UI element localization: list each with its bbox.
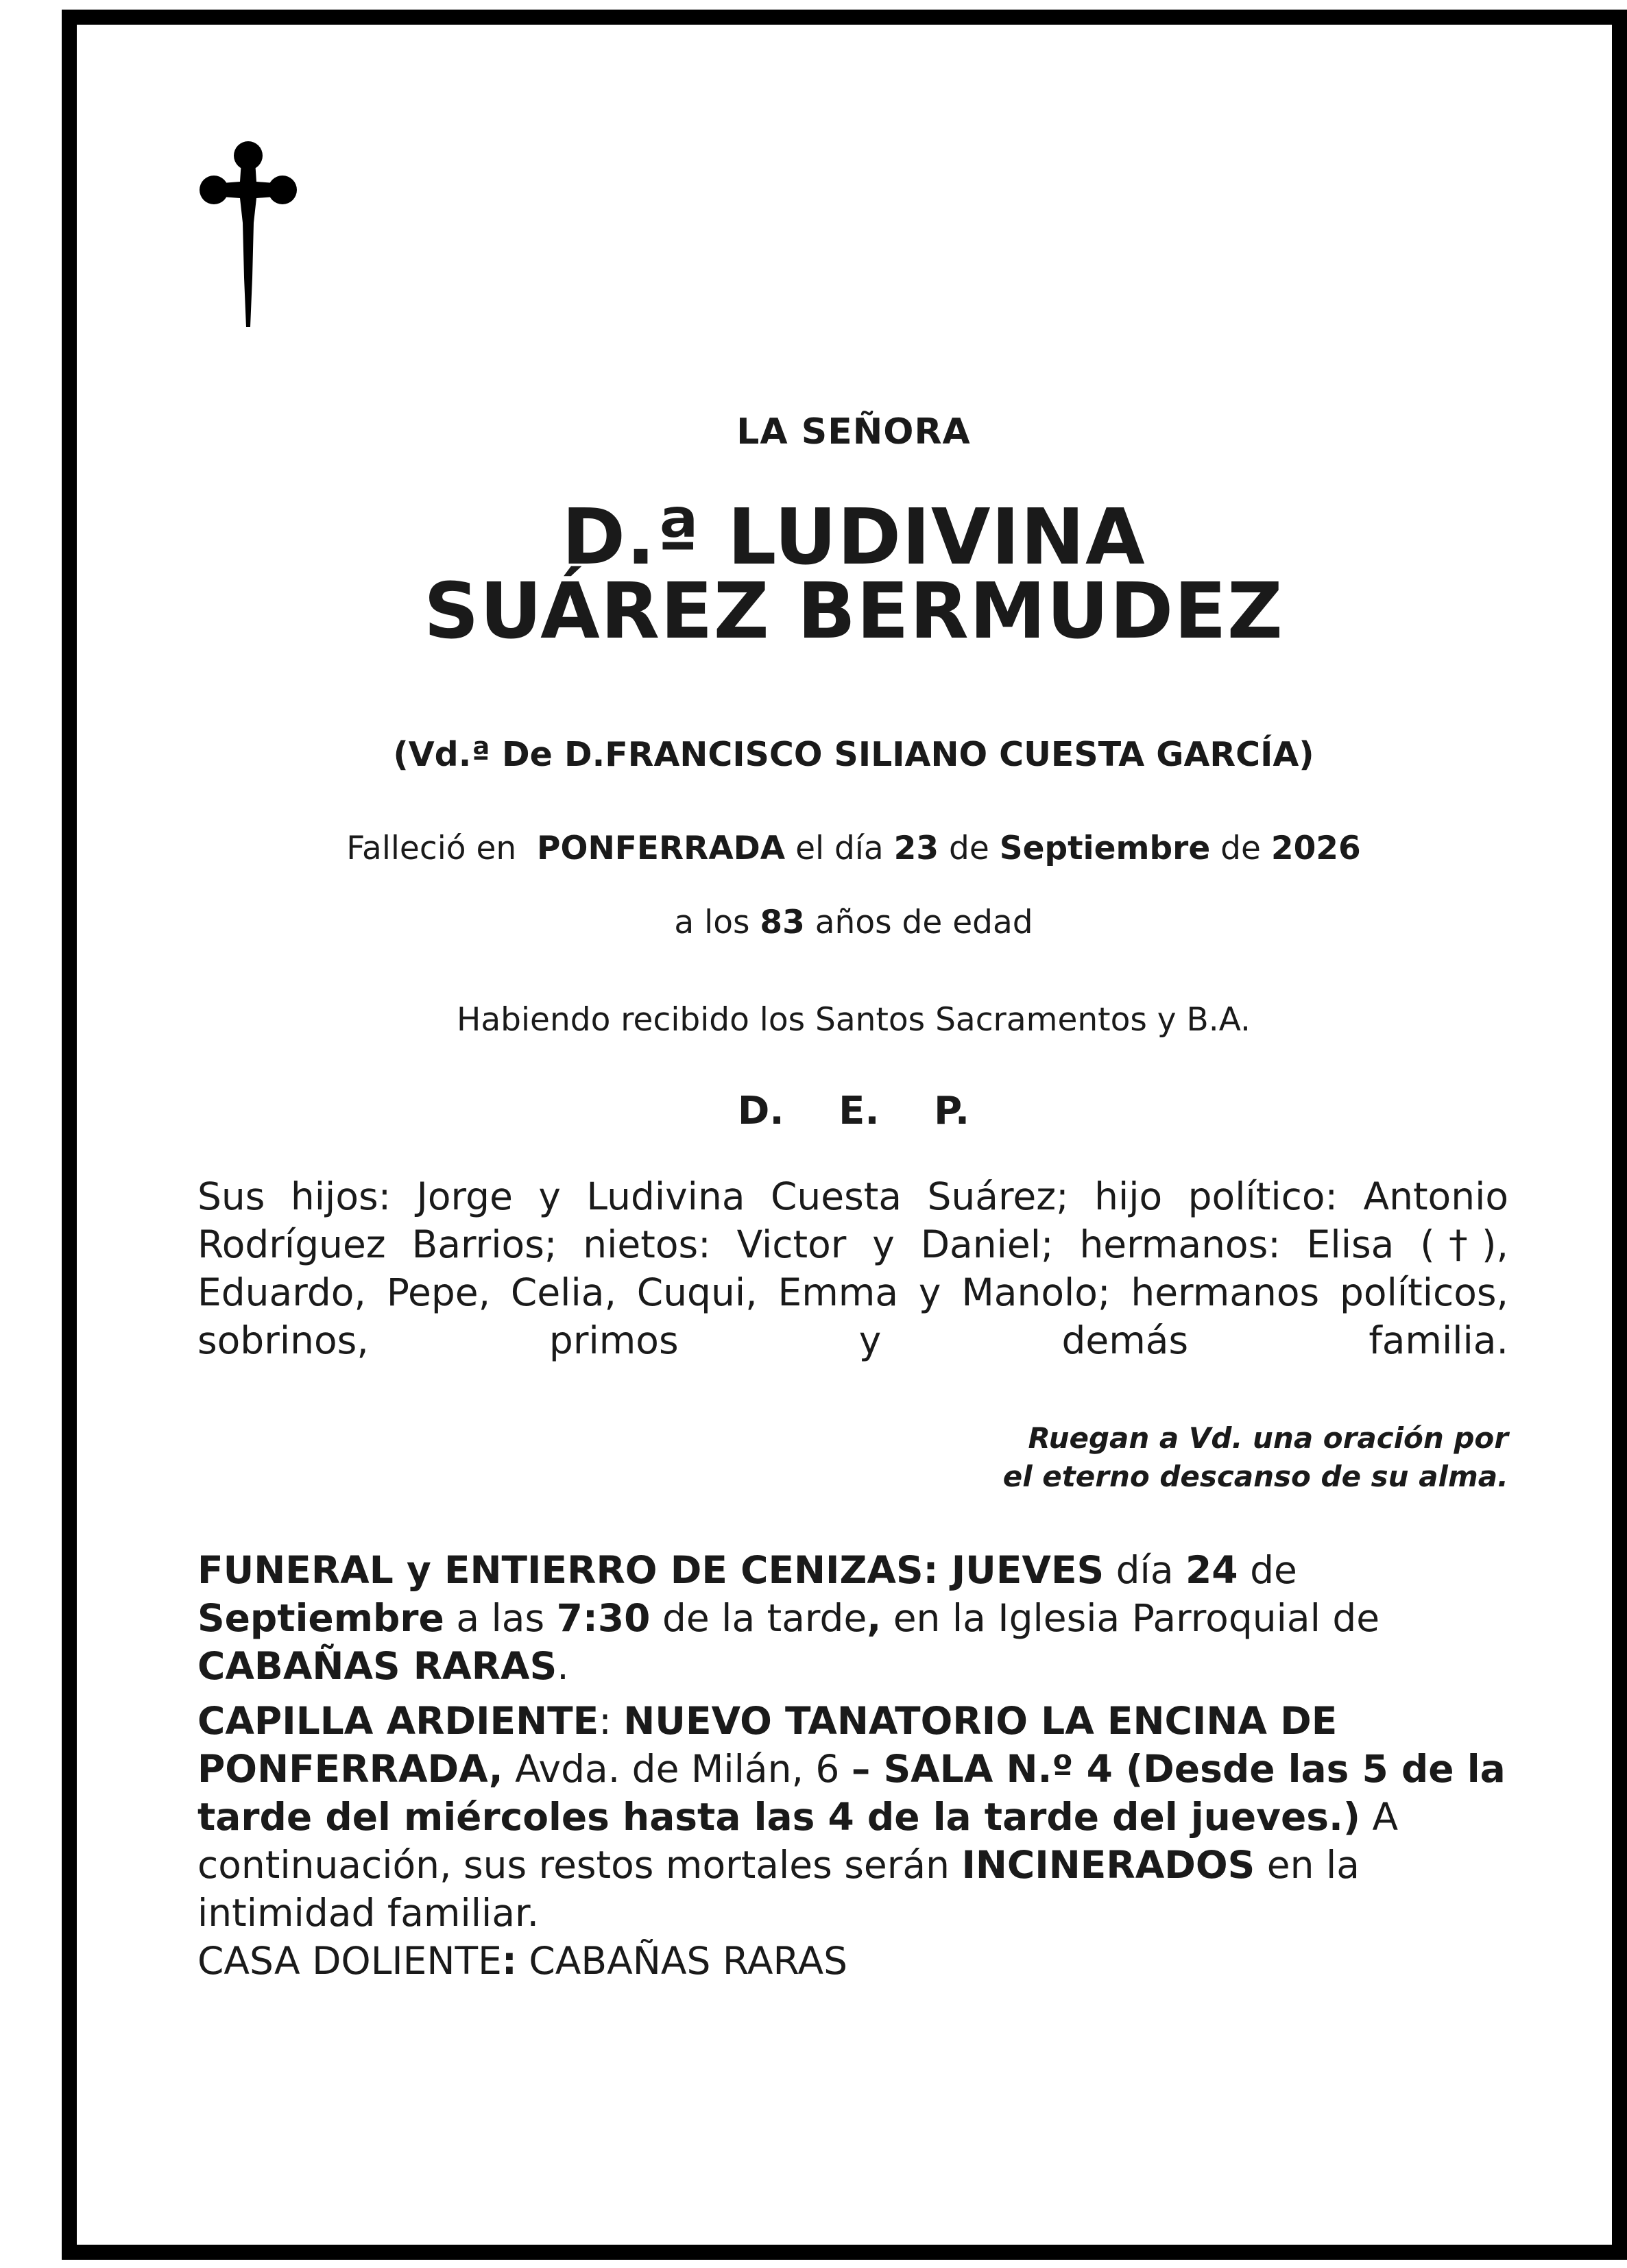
funeral-day: 24 [1185, 1548, 1238, 1592]
chapel-paragraph: CAPILLA ARDIENTE: NUEVO TANATORIO LA ENCINA DE PONFERRADA, Avda. de Milán, 6 – SALA N.º 4 (Desde las 5 de la tarde del miércoles hasta las 4 de la tarde del jueves.) A continuación, sus restos mortales serán INCINERADOS en la intimidad familiar. [197, 1699, 1506, 1935]
sacraments-line: Habiendo recibido los Santos Sacramentos y B.A. [457, 1001, 1251, 1039]
deceased-name [199, 493, 1508, 656]
chapel-venue: NUEVO TANATORIO LA ENCINA DE PONFERRADA, [197, 1699, 1338, 1791]
funeral-place: CABAÑAS RARAS [197, 1644, 557, 1688]
dep-line: D. E. P. [737, 1089, 970, 1133]
chapel-label: CAPILLA ARDIENTE [197, 1699, 599, 1743]
funeral-month: Septiembre [197, 1596, 444, 1640]
chapel-room: – SALA N.º 4 (Desde las 5 de la tarde del miércoles hasta las 4 de la tarde del jueves.) [197, 1747, 1506, 1839]
deceased-name-line1: D.ª LUDIVINA [562, 493, 1146, 582]
mourning-house-place: CABAÑAS RARAS [529, 1939, 847, 1983]
death-day: 23 [893, 830, 939, 867]
death-statement: Falleció en PONFERRADA el día 23 de Septiembre de 2026 [346, 830, 1361, 867]
prayer-request: Ruegan a Vd. una oración por el eterno descanso de su alma. [1002, 1421, 1508, 1493]
family-paragraph: Sus hijos: Jorge y Ludivina Cuesta Suárez; hijo político: Antonio Rodríguez Barrios; nietos: Victor y Daniel; hermanos: Elisa (†), Eduardo, Pepe, Celia, Cuqui, Emma y Manolo; hermanos políticos, sobrinos, primos y demás familia. [197, 1174, 1508, 1362]
death-year: 2026 [1270, 830, 1361, 867]
cremation-word: INCINERADOS [961, 1843, 1255, 1887]
age-statement: a los 83 años de edad [674, 904, 1033, 941]
funeral-paragraph: FUNERAL y ENTIERRO DE CENIZAS: JUEVES día 24 de Septiembre a las 7:30 de la tarde, en la Iglesia Parroquial de CABAÑAS RARAS. [197, 1548, 1380, 1688]
widow-of: (Vd.ª De D.FRANCISCO SILIANO CUESTA GARCÍA) [393, 735, 1314, 774]
funeral-time: 7:30 [556, 1596, 651, 1640]
funeral-label: FUNERAL y ENTIERRO DE CENIZAS: JUEVES [197, 1548, 1105, 1592]
chapel-address: Avda. de Milán, 6 [515, 1747, 840, 1791]
death-place: PONFERRADA [537, 830, 786, 867]
santiago-cross-icon [199, 141, 298, 333]
age-value: 83 [760, 904, 805, 941]
mourning-house: CASA DOLIENTE: CABAÑAS RARAS [197, 1939, 847, 1983]
death-month: Septiembre [999, 830, 1211, 867]
honorific-heading: LA SEÑORA [736, 411, 971, 453]
deceased-name-line2: SUÁREZ BERMUDEZ [424, 567, 1283, 656]
